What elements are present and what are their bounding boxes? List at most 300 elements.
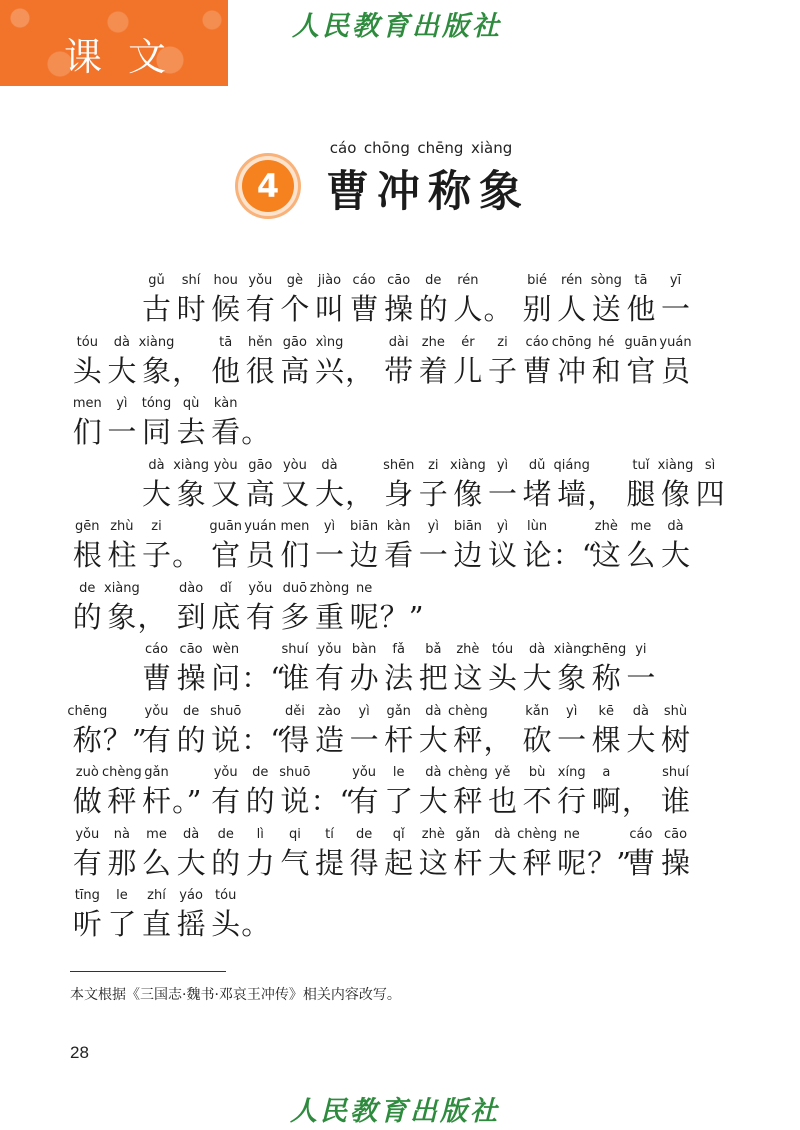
pinyin: cáo [629, 826, 653, 842]
hanzi: 大 [141, 476, 171, 511]
text-line [0, 764, 800, 824]
hanzi: 子 [141, 538, 171, 572]
hanzi: 大 [418, 722, 448, 757]
hanzi: 带 [384, 353, 414, 388]
pinyin: ne [355, 580, 373, 596]
hanzi: 造 [314, 722, 344, 757]
hanzi: 有 [245, 599, 275, 634]
hanzi: 一 [487, 476, 517, 511]
pinyin: ér [461, 334, 475, 350]
hanzi: 重 [314, 599, 344, 634]
pinyin: yì [496, 457, 509, 473]
pinyin: qi [288, 826, 301, 842]
hanzi: 像 [660, 476, 690, 511]
hanzi: 问 [211, 661, 241, 695]
pinyin: zhe [421, 334, 445, 350]
pinyin: chèng [101, 765, 142, 780]
hanzi: ， [587, 476, 617, 511]
hanzi: 秤 [107, 784, 137, 818]
character-cell [229, 887, 291, 943]
character-cell [645, 334, 707, 390]
hanzi: 象 [141, 353, 171, 388]
hanzi: 大 [487, 845, 517, 880]
pinyin: dà [425, 765, 442, 780]
hanzi: 底 [211, 599, 241, 634]
pinyin: yáo [179, 888, 203, 903]
character-cell [679, 457, 741, 513]
hanzi: 边 [453, 538, 483, 572]
hanzi: 树 [660, 722, 690, 757]
pinyin: děi [284, 703, 305, 719]
pinyin: zi [151, 519, 162, 534]
hanzi: ：“ [552, 538, 597, 572]
pinyin: chēng [67, 703, 108, 719]
hanzi: 员 [245, 538, 275, 572]
pinyin: rén [561, 273, 583, 288]
hanzi: ：“ [241, 722, 286, 757]
pinyin: gǔ [148, 273, 165, 288]
hanzi: 和 [591, 353, 621, 388]
pinyin: de [79, 580, 96, 596]
lesson-number: 4 [256, 167, 280, 205]
hanzi: ， [345, 353, 375, 388]
hanzi: 曹 [522, 353, 552, 388]
hanzi: 谁 [280, 661, 310, 695]
hanzi: ：“ [310, 784, 355, 818]
pinyin: yuán [659, 334, 692, 350]
title-pinyin-syllable: cáo [329, 139, 357, 157]
pinyin: yì [358, 703, 370, 719]
title-pinyin-syllable: chēng [417, 139, 464, 157]
hanzi: 呢 [557, 845, 587, 880]
pinyin: xiàng [138, 334, 175, 350]
hanzi: 们 [280, 538, 310, 572]
pinyin: chèng [447, 765, 488, 780]
hanzi: 叫 [314, 292, 344, 326]
footnote: 本文根据《三国志·魏书·邓哀王冲传》相关内容改写。 [70, 987, 401, 1003]
hanzi: 了 [384, 784, 414, 818]
hanzi: 曹 [349, 292, 379, 326]
pinyin: shuí [281, 642, 309, 657]
hanzi: 有 [141, 722, 171, 757]
hanzi: 一 [418, 538, 448, 572]
pinyin: gāo [248, 457, 273, 473]
hanzi: 这 [591, 538, 621, 572]
pinyin: shuō [279, 765, 311, 780]
hanzi: 大 [626, 722, 656, 757]
character-cell [645, 272, 707, 328]
pinyin: kàn [213, 396, 238, 411]
pinyin: xiàng [450, 457, 486, 473]
pinyin: men [280, 519, 310, 534]
pinyin: yě [494, 765, 511, 780]
section-tab [0, 0, 228, 86]
hanzi: 办 [349, 661, 379, 695]
pinyin: cāo [663, 826, 688, 842]
hanzi: ， [137, 599, 167, 634]
hanzi: 说 [211, 722, 241, 757]
hanzi: 的 [245, 784, 275, 818]
hanzi: 。 [241, 415, 271, 449]
hanzi: 得 [349, 845, 379, 880]
hanzi: 议 [487, 538, 517, 572]
hanzi: 送 [591, 292, 621, 326]
pinyin: ne [563, 826, 580, 842]
hanzi: 呢 [349, 599, 379, 634]
pinyin: de [217, 826, 234, 842]
pinyin: xìng [315, 334, 344, 350]
hanzi: 的 [418, 292, 448, 326]
pinyin: hou [213, 273, 238, 288]
text-line [0, 395, 800, 455]
pinyin: lùn [527, 519, 548, 534]
hanzi: ， [483, 722, 513, 757]
hanzi: 啊 [591, 784, 621, 818]
hanzi: 冲 [557, 353, 587, 388]
character-cell [645, 703, 707, 759]
pinyin: chōng [551, 334, 592, 350]
hanzi: 砍 [522, 722, 552, 757]
hanzi: 得 [280, 722, 310, 757]
pinyin: chēng [586, 642, 627, 657]
pinyin: dà [425, 703, 442, 719]
pinyin: cāo [179, 642, 203, 657]
hanzi: 操 [660, 845, 690, 880]
hanzi: 也 [487, 784, 517, 818]
pinyin: zhòng [309, 580, 350, 596]
pinyin: yǒu [144, 703, 169, 719]
hanzi: 根 [72, 538, 102, 572]
section-label: 课文 [64, 35, 193, 79]
hanzi: 做 [72, 784, 102, 818]
hanzi: 力 [245, 845, 275, 880]
hanzi: ， [621, 784, 651, 818]
text-line [0, 457, 800, 517]
pinyin: cáo [144, 642, 169, 657]
hanzi: 操 [176, 661, 206, 695]
hanzi: 头 [72, 353, 102, 388]
hanzi: 秤 [453, 784, 483, 818]
hanzi: 这 [418, 845, 448, 880]
pinyin: shuō [210, 703, 242, 719]
hanzi: 象 [107, 599, 137, 634]
pinyin: cáo [525, 334, 549, 350]
hanzi: 边 [349, 538, 379, 572]
pinyin [229, 395, 291, 413]
pinyin: shēn [383, 457, 415, 473]
text-line [0, 272, 800, 332]
pinyin: yǒu [213, 765, 238, 780]
pinyin: dà [182, 826, 200, 842]
pinyin: gǎn [386, 703, 411, 719]
pinyin: zào [318, 703, 341, 719]
pinyin: kē [598, 703, 615, 719]
hanzi: 他 [211, 353, 241, 388]
pinyin: bǎ [425, 642, 442, 657]
hanzi: 多 [280, 599, 310, 634]
pinyin: gè [286, 273, 304, 288]
hanzi: 这 [453, 661, 483, 695]
pinyin: guān [209, 519, 243, 534]
text-line [0, 641, 800, 701]
hanzi: 称 [591, 661, 621, 695]
pinyin: yǒu [352, 765, 377, 780]
pinyin: gēn [75, 519, 100, 534]
pinyin: men [72, 396, 102, 411]
pinyin: zhí [147, 888, 166, 903]
pinyin: yuán [244, 519, 277, 534]
hanzi: 四 [695, 476, 725, 511]
hanzi: 又 [280, 476, 310, 511]
character-cell [610, 641, 672, 697]
character-cell [645, 826, 707, 882]
hanzi: 大 [314, 476, 344, 511]
hanzi: 把 [418, 661, 448, 695]
pinyin: zhè [594, 519, 618, 534]
hanzi: 么 [626, 538, 656, 572]
hanzi: 有 [349, 784, 379, 818]
pinyin: yòu [213, 457, 238, 473]
pinyin: yǒu [75, 826, 100, 842]
hanzi: 去 [176, 415, 206, 449]
pinyin: dà [321, 457, 338, 473]
title-pinyin [326, 139, 516, 157]
pinyin: yì [566, 703, 578, 719]
pinyin: le [392, 765, 405, 780]
hanzi: 一 [349, 722, 379, 757]
pinyin: dài [388, 334, 409, 350]
pinyin [229, 887, 291, 905]
pinyin: yǒu [248, 273, 273, 288]
pinyin: yi [635, 642, 647, 657]
hanzi: 堵 [522, 476, 552, 511]
pinyin: dà [494, 826, 511, 842]
pinyin: zi [428, 457, 439, 473]
hanzi: 古 [141, 292, 171, 326]
pinyin: yì [116, 396, 128, 411]
hanzi: 行 [557, 784, 587, 818]
pinyin: dà [632, 703, 649, 719]
hanzi: 他 [626, 292, 656, 326]
pinyin: yì [496, 519, 509, 534]
hanzi: 高 [245, 476, 275, 511]
hanzi: 一 [626, 661, 656, 695]
hanzi: 操 [384, 292, 414, 326]
pinyin: dǐ [219, 580, 232, 596]
hanzi: 一 [660, 292, 690, 326]
pinyin: dào [179, 580, 204, 596]
hanzi: 官 [626, 353, 656, 388]
pinyin: me [630, 519, 652, 534]
hanzi: 气 [280, 845, 310, 880]
pinyin: sì [704, 457, 716, 473]
hanzi: 看 [211, 415, 241, 449]
pinyin: zuò [75, 765, 99, 780]
pinyin: xiàng [657, 457, 694, 473]
hanzi: 。 [172, 538, 202, 572]
hanzi: ？” [379, 599, 424, 634]
text-line [0, 826, 800, 886]
hanzi: 杆 [384, 722, 414, 757]
footnote-rule [70, 971, 226, 972]
pinyin: a [602, 765, 611, 780]
pinyin: xiàng [173, 457, 209, 473]
hanzi: 一 [107, 415, 137, 449]
pinyin: xíng [557, 765, 586, 780]
hanzi: 墙 [557, 476, 587, 511]
hanzi: 么 [141, 845, 171, 880]
pinyin: tā [219, 334, 233, 350]
hanzi: 那 [107, 845, 137, 880]
hanzi: ？” [587, 845, 632, 880]
pinyin: kàn [386, 519, 411, 534]
text-line [0, 887, 800, 947]
pinyin: yǒu [317, 642, 342, 657]
page-number: 28 [70, 1043, 89, 1062]
hanzi: 员 [660, 353, 690, 388]
pinyin: dà [113, 334, 130, 350]
hanzi: 。 [483, 292, 513, 326]
hanzi: 摇 [176, 907, 206, 941]
hanzi: 又 [211, 476, 241, 511]
hanzi: 棵 [591, 722, 621, 757]
hanzi: 看 [384, 538, 414, 572]
hanzi: 大 [418, 784, 448, 818]
hanzi: 官 [211, 538, 241, 572]
hanzi: ？” [102, 722, 147, 757]
hanzi: 高 [280, 353, 310, 388]
hanzi: 着 [418, 353, 448, 388]
hanzi: 秤 [453, 722, 483, 757]
pinyin: dà [148, 457, 165, 473]
character-cell [368, 580, 430, 636]
pinyin: kǎn [525, 703, 549, 719]
pinyin: tí [325, 826, 334, 842]
hanzi: 听 [72, 907, 102, 941]
hanzi: 杆 [141, 784, 171, 818]
pinyin: yì [427, 519, 439, 534]
title-pinyin-syllable: xiàng [470, 139, 513, 157]
hanzi: ：“ [241, 661, 286, 695]
hanzi: 一 [314, 538, 344, 572]
hanzi: 大 [522, 661, 552, 695]
pinyin: tóu [491, 642, 514, 657]
publisher-logo-bottom: 人民教育出版社 [290, 1096, 500, 1127]
pinyin: shuí [662, 765, 689, 780]
hanzi: 说 [280, 784, 310, 818]
hanzi: 别 [522, 292, 552, 326]
pinyin: hěn [248, 334, 273, 350]
hanzi: 的 [176, 722, 206, 757]
pinyin: de [425, 273, 442, 288]
text-line [0, 518, 800, 578]
pinyin [368, 580, 430, 598]
hanzi: 人 [453, 292, 483, 326]
pinyin: chèng [447, 703, 488, 719]
hanzi: 到 [176, 599, 206, 634]
hanzi: 腿 [626, 476, 656, 511]
publisher-logo-top: 人民教育出版社 [292, 11, 502, 42]
hanzi: 象 [176, 476, 206, 511]
pinyin: yī [669, 273, 682, 288]
hanzi: 大 [176, 845, 206, 880]
pinyin: hé [598, 334, 615, 350]
pinyin: de [355, 826, 373, 842]
hanzi: 提 [314, 845, 344, 880]
lesson-title: 曹冲称象 [326, 167, 530, 217]
pinyin: xiàng [553, 642, 590, 657]
hanzi: 候 [211, 292, 241, 326]
pinyin: qù [182, 396, 200, 411]
pinyin: tóu [215, 888, 237, 903]
pinyin: gǎn [144, 765, 169, 780]
text-line [0, 703, 800, 763]
pinyin: zhè [456, 642, 480, 657]
pinyin: tóu [76, 334, 98, 350]
pinyin: dǔ [528, 457, 546, 473]
pinyin: tuǐ [632, 457, 650, 473]
hanzi: 人 [557, 292, 587, 326]
hanzi: 身 [384, 476, 414, 511]
pinyin: wèn [212, 642, 240, 657]
hanzi: 很 [245, 353, 275, 388]
pinyin: yǒu [248, 580, 273, 596]
hanzi: 谁 [660, 784, 690, 818]
hanzi: 秤 [522, 845, 552, 880]
pinyin: rén [457, 273, 479, 288]
hanzi: 有 [211, 784, 241, 818]
pinyin: zi [497, 334, 508, 350]
pinyin: bàn [351, 642, 377, 657]
pinyin: qiáng [553, 457, 590, 473]
hanzi: ， [172, 353, 202, 388]
pinyin: tā [634, 273, 648, 288]
hanzi: 法 [384, 661, 414, 695]
pinyin: tīng [74, 888, 100, 903]
pinyin: bié [527, 273, 548, 288]
text-line [0, 580, 800, 640]
pinyin: sòng [590, 273, 622, 288]
pinyin: guān [624, 334, 658, 350]
pinyin: cáo [352, 273, 376, 288]
pinyin: duō [282, 580, 308, 596]
pinyin: qǐ [392, 826, 405, 842]
hanzi: 们 [72, 415, 102, 449]
hanzi: 称 [72, 722, 102, 757]
hanzi: 曹 [141, 661, 171, 695]
pinyin: de [252, 765, 269, 780]
pinyin: shí [181, 273, 201, 288]
pinyin: yì [323, 519, 336, 534]
hanzi: 时 [176, 292, 206, 326]
hanzi: 有 [245, 292, 275, 326]
hanzi: 杆 [453, 845, 483, 880]
pinyin: chèng [517, 826, 558, 842]
hanzi: ， [345, 476, 375, 511]
hanzi: 。 [241, 907, 271, 941]
character-cell [645, 518, 707, 574]
pinyin: tóng [141, 396, 172, 411]
hanzi: 起 [384, 845, 414, 880]
character-cell [645, 764, 707, 820]
hanzi: 直 [141, 907, 171, 941]
pinyin: me [146, 826, 167, 842]
hanzi: 一 [557, 722, 587, 757]
hanzi: 兴 [314, 353, 344, 388]
hanzi: 了 [107, 907, 137, 941]
pinyin: bù [528, 765, 546, 780]
hanzi: 儿 [453, 353, 483, 388]
